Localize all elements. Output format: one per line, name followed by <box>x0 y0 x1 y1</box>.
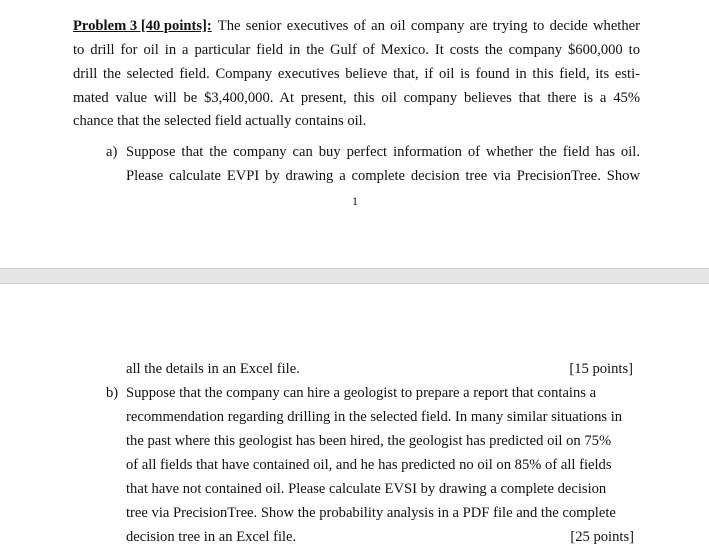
intro-line-5: chance that the selected field actually contains oil. <box>73 113 367 129</box>
page-2 <box>0 284 709 560</box>
part-a-label: a) <box>106 144 118 160</box>
page-separator <box>0 268 709 284</box>
part-a-points: [15 points] <box>569 361 633 377</box>
intro-line-3-row <box>73 65 640 83</box>
part-a-line-1: Suppose that the company can buy perfect information of whether the field has oil. <box>126 144 640 160</box>
part-b-line-7: decision tree in an Excel file. <box>126 529 297 545</box>
intro-line-2: to drill for oil in a particular field in the Gulf of Mexico. It costs the company $600,000 to <box>73 42 640 58</box>
page-number: 1 <box>352 194 358 208</box>
part-b-line-5: that have not contained oil. Please calculate EVSI by drawing a complete decision <box>126 481 607 497</box>
part-b-last-row <box>126 528 634 546</box>
part-b-points: [25 points] <box>570 529 634 545</box>
part-b-label: b) <box>106 385 119 401</box>
intro-line-4: mated value will be $3,400,000. At present, this oil company believes that there is a 45% <box>73 90 640 106</box>
page-1 <box>0 0 709 268</box>
intro-line-4-row <box>73 89 640 107</box>
problem-line-1 <box>73 17 640 35</box>
part-b-line-4: of all fields that have contained oil, and he has predicted no oil on 85% of all fields <box>126 457 612 473</box>
part-a-continuation <box>126 360 633 378</box>
part-b-line-3: the past where this geologist has been hired, the geologist has predicted oil on 75% <box>126 433 612 449</box>
part-b-line-6: tree via PrecisionTree. Show the probability analysis in a PDF file and the complete <box>126 505 616 521</box>
part-b-line-1: Suppose that the company can hire a geologist to prepare a report that contains a <box>126 385 597 401</box>
part-a-line-3: all the details in an Excel file. <box>126 361 300 377</box>
part-b-line-2: recommendation regarding drilling in the selected field. In many similar situations in <box>126 409 623 425</box>
problem-title: Problem 3 [40 points]: <box>73 18 212 34</box>
intro-line-3: drill the selected field. Company executives believe that, if oil is found in this field, its esti- <box>73 66 640 82</box>
intro-line-1: The senior executives of an oil company are trying to decide whether <box>217 18 640 34</box>
part-a-line-2: Please calculate EVPI by drawing a complete decision tree via PrecisionTree. Show <box>126 168 640 184</box>
intro-line-2-row <box>73 41 640 59</box>
